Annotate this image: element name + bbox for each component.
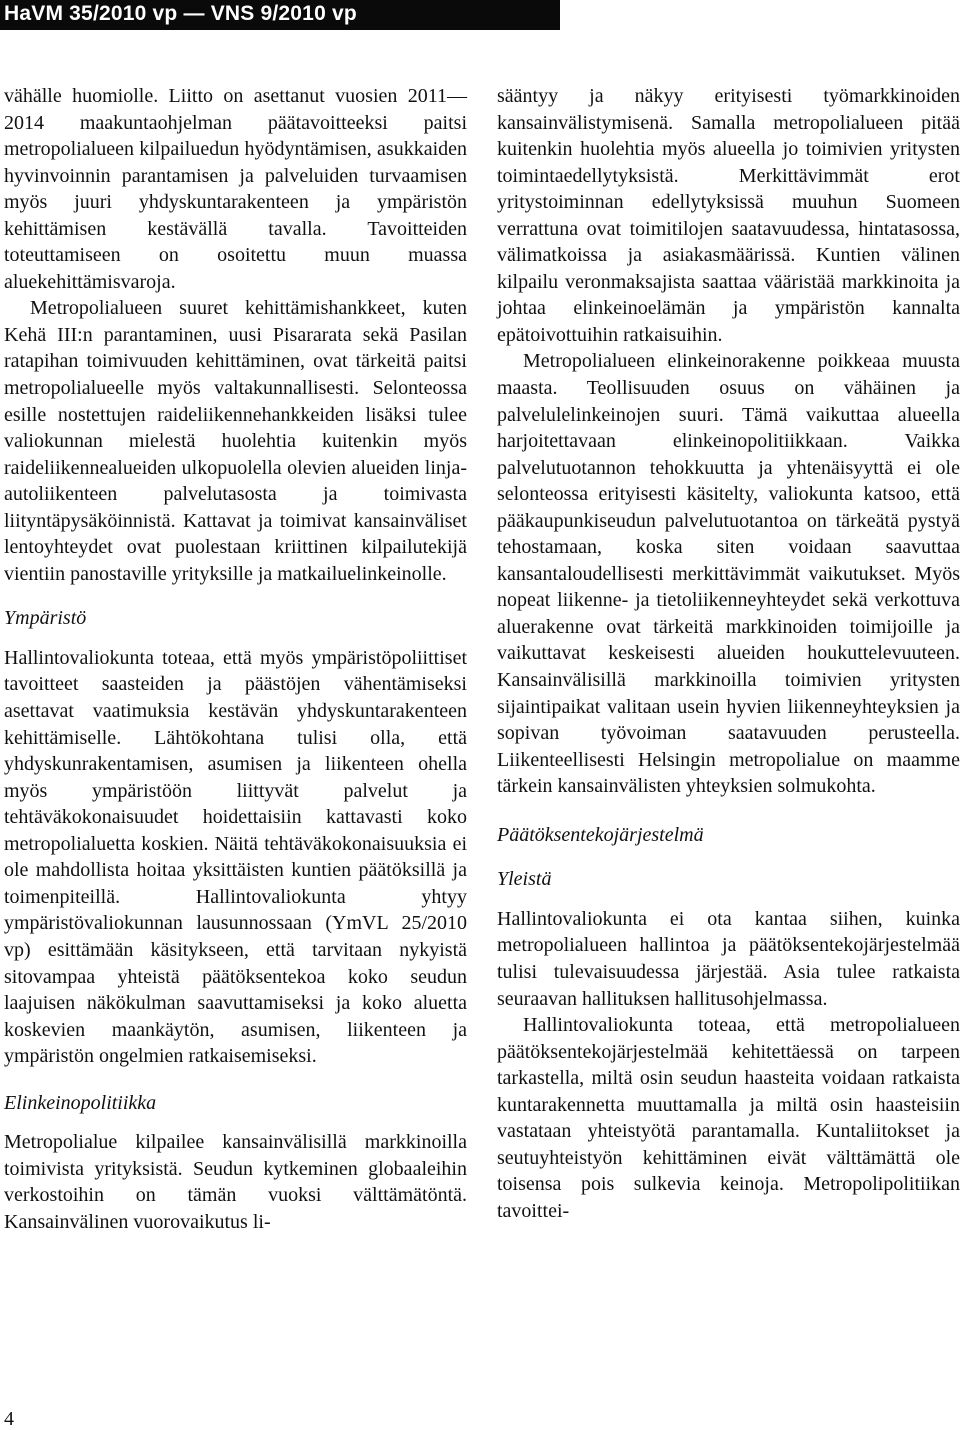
section-heading-ymparisto: Ympäristö	[4, 607, 87, 630]
section-heading-elinkeinopolitiikka: Elinkeinopolitiikka	[4, 1091, 157, 1114]
left-text-column	[4, 83, 467, 1235]
paragraph-elinkeinopolitiikka: Metropolialue kilpailee kansainvälisillä markkinoilla toimivista yrityksistä. Seudun kytkeminen globaaleihin verkostoihin on tämän vuoksi välttämätöntä. Kansainvälinen vuorovaikutus li-	[4, 1131, 467, 1233]
paragraph-hallintomalli: Hallintovaliokunta ei ota kantaa siihen, kuinka metropolialueen hallintoa ja päätöksentekojärjestelmää tulisi tulevaisuudessa järjestää. Asia tulee ratkaista seuraavan hallituksen hallitusohjelmassa.	[497, 907, 960, 1010]
subsection-heading-yleista: Yleistä	[497, 868, 552, 891]
paragraph-kuntarakenne: Hallintovaliokunta toteaa, että metropolialueen päätöksentekojärjestelmää kehitettäessä on tarpeen tarkastella, miltä osin seudun haasteita voidaan ratkaista kuntarakennetta muuttamalla ja miltä osin haasteisiin vastataan yhteistyötä parantamalla. Kuntaliitokset ja seutuyhteistyön kehittäminen eivät välttämättä ole toisensa pois sulkevia keinoja. Metropolipolitiikan tavoittei-	[497, 1014, 960, 1222]
paragraph-tyomarkkinat: sääntyy ja näkyy erityisesti työmarkkinoiden kansainvälistymisenä. Samalla metropolialueen pitää kuitenkin huolehtia myös alueella jo toimivien yritysten toimintaedellytyksistä. Merkittävimmät erot yritystoiminnan edellytyksissä muuhun Suomeen verrattuna ovat toimitilojen saatavuudessa, hintatasossa, välimatkoissa ja asiakasmäärissä. Kuntien välinen kilpailu veronmaksajista saattaa vääristää markkinoita ja johtaa elinkeinoelämän ja ympäristön kannalta epätoivottuihin ratkaisuihin.	[497, 85, 960, 346]
paragraph-maakuntaohjelma: vähälle huomiolle. Liitto on asettanut vuosien 2011—2014 maakuntaohjelman päätavoitteeksi paitsi metropolialueen kilpailuedun hyödyntämisen, asukkaiden hyvinvoinnin parantamisen ja palveluiden turvaamisen myös juuri yhdyskuntarakenteen ja ympäristön kehittämisen kestävällä tavalla. Tavoitteiden toteuttamiseen on osoitettu muun muassa aluekehittämisvaroja.	[4, 85, 467, 293]
paragraph-ymparisto: Hallintovaliokunta toteaa, että myös ympäristöpoliittiset tavoitteet saasteiden ja päästöjen vähentämiseksi asettavat vaatimuksia kestävän yhdyskuntarakenteen kehittämiselle. Lähtökohtana tulisi olla, että yhdyskunrakentamisen, asumisen ja liikenteen ohella myös ympäristöön liittyvät palvelut ja tehtäväkokonaisuudet hoidettaisiin kattavasti koko metropolialuetta koskien. Näitä tehtäväkokonaisuuksia ei ole mahdollista hoitaa yksittäisten kuntien päätöksillä ja toimenpiteillä. Hallintovaliokunta yhtyy ympäristövaliokunnan lausunnossaan (YmVL 25/2010 vp) esittämään käsitykseen, että tarvitaan nykyistä sitovampaa yhteistä päätöksentekoa koko seudun laajuisen näkökulman saavuttamiseksi ja koko aluetta koskevien maankäytön, asumisen, liikenteen ja ympäristön ongelmien ratkaisemiseksi.	[4, 646, 467, 1068]
section-heading-paatoksentekojarjestelma: Päätöksentekojärjestelmä	[497, 823, 704, 846]
paragraph-elinkeinorakenne: Metropolialueen elinkeinorakenne poikkeaa muusta maasta. Teollisuuden osuus on vähäinen ja palvelulelinkeinojen suuri. Tämä vaikuttaa alueella harjoitettavaan elinkeinopolitiikkaan. Vaikka palvelutuotannon tehokkuutta ja yhtenäisyyttä ei ole selonteossa erityisesti käsitelty, valiokunta katsoo, että pääkaupunkiseudun palvelutuotantoa on tärkeätä pystyä tehostamaan, koska siten voidaan saavuttaa kansantaloudellisesti merkittävimmät vaikutukset. Myös nopeat liikenne- ja tietoliikenneyhteydet sekä verkottuva aluerakenne ovat tärkeitä markkinoiden toimijoille ja vaikuttavat keskeisesti alueiden houkuttelevuuteen. Kansainvälisillä markkinoilla toimivien yritysten sijaintipaikat valitaan usein hyvien liikenneyhteyksien ja sopivan työvoiman saatavuuden perusteella. Liikenteellisesti Helsingin metropolialue on maamme tärkein kansainvälisten yhteyksien solmukohta.	[497, 350, 960, 798]
page-number: 4	[4, 1408, 14, 1430]
document-header-bar	[0, 0, 560, 30]
document-reference-title: HaVM 35/2010 vp — VNS 9/2010 vp	[4, 2, 357, 25]
right-text-column	[497, 83, 960, 1224]
paragraph-kehittamishankkeet: Metropolialueen suuret kehittämishankkeet, kuten Kehä III:n parantaminen, uusi Pisararata sekä Pasilan ratapihan toimivuuden kehittäminen, ovat tärkeitä paitsi metropolialueelle myös valtakunnallisesti. Selonteossa esille nostettujen raideliikennehankkeiden lisäksi tulee valiokunnan mielestä huolehtia kuitenkin myös raideliikennealueiden ulkopuolella olevien alueiden linja-autoliikenteen palvelutasosta ja toimivasta liityntäpysäköinnistä. Kattavat ja toimivat kansainväliset lentoyhteydet ovat puolestaan kriittinen kilpailutekijä vientiin panostaville yrityksille ja matkailuelinkeinolle.	[4, 297, 467, 585]
